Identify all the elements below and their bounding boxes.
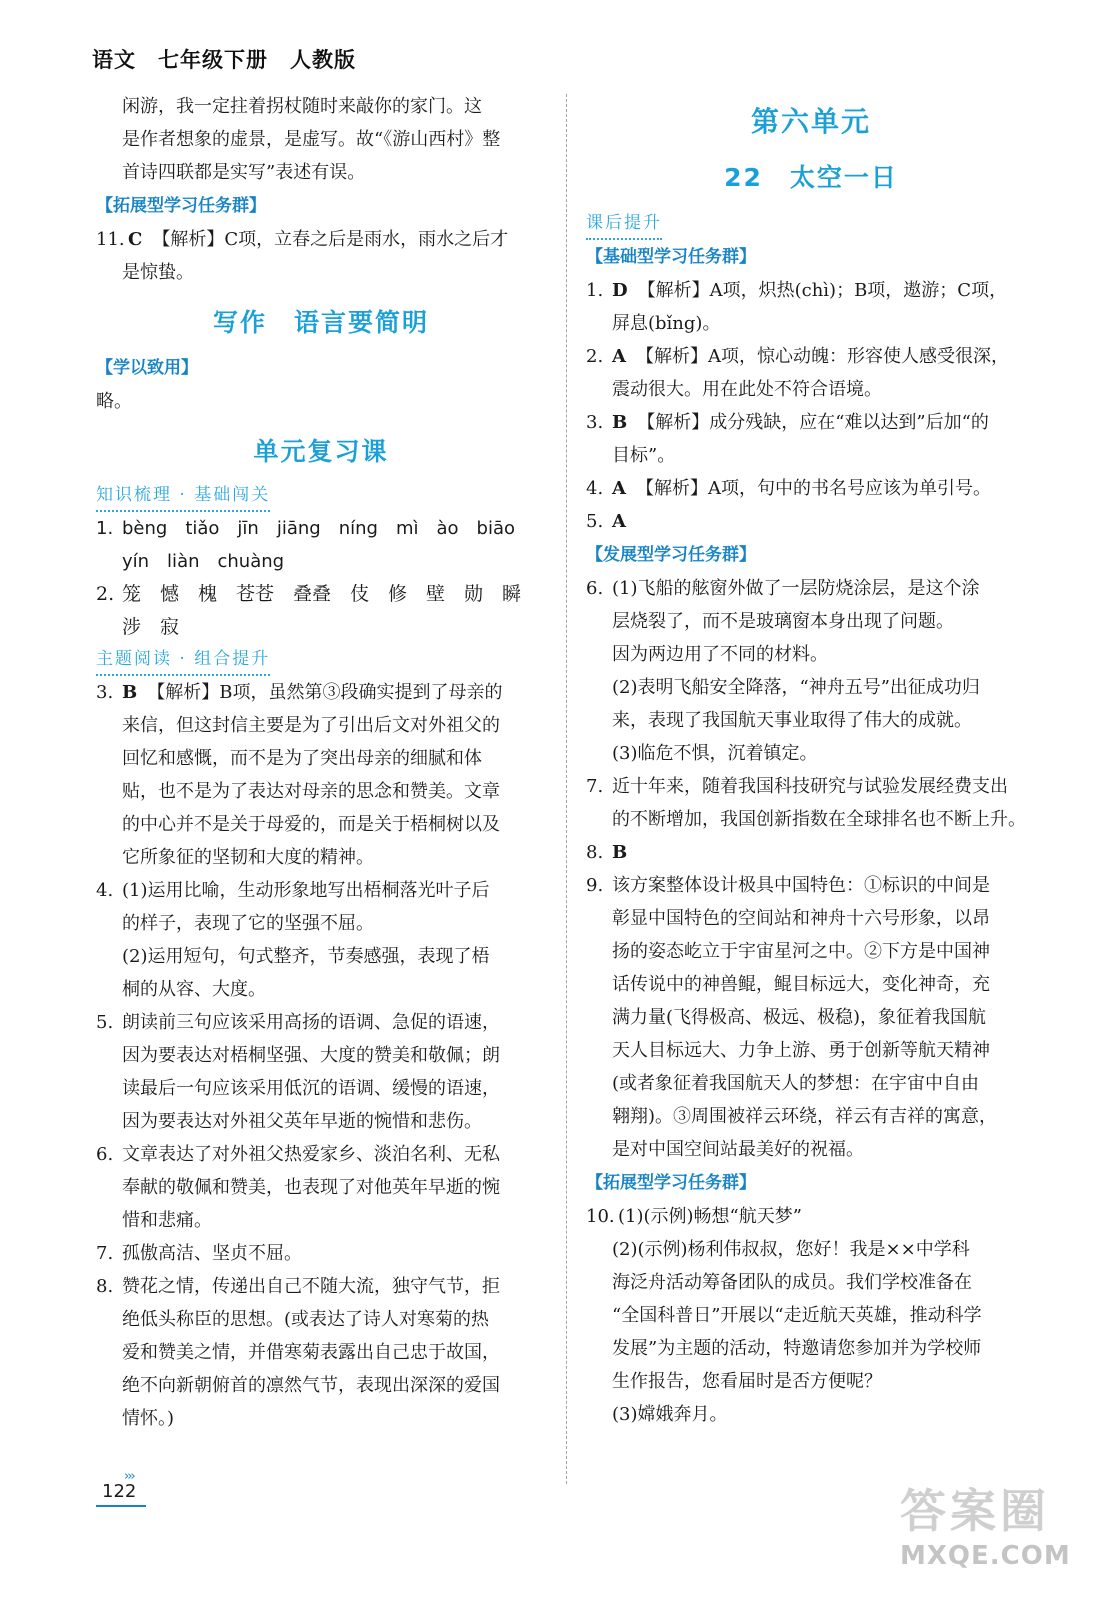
item-number: 1. [96, 518, 114, 539]
watermark [900, 1475, 1070, 1590]
answer-line: (2)运用短句，句式整齐，节奏感强，表现了梧 [122, 946, 490, 967]
answer-item [586, 770, 1036, 803]
answer-item [96, 545, 546, 578]
answer-choice: D [612, 280, 628, 301]
item-text: 赞花之情，传递出自己不随大流，独守气节，拒 [122, 1276, 500, 1297]
answer-item [96, 223, 546, 256]
section-title: 单元复习课 [253, 437, 389, 466]
page-arrows-icon: ››› [124, 1469, 134, 1484]
item-number: 7. [96, 1243, 114, 1264]
column-divider [566, 94, 567, 1484]
item-number: 6. [586, 578, 604, 599]
running-header: 语文 七年级下册 人教版 [92, 48, 356, 72]
subsection-heading [96, 480, 546, 512]
answer-line: 读最后一句应该采用低沉的语调、缓慢的语速， [122, 1078, 500, 1099]
item-text: (1)飞船的舷窗外做了一层防烧涂层，是这个涂 [612, 578, 980, 599]
answer-line: (或者象征着我国航天人的梦想：在宇宙中自由 [612, 1073, 980, 1094]
answer-line: 因为两边用了不同的材料。 [612, 644, 828, 665]
answer-line: 是作者想象的虚景，是虚写。故“《游山西村》整 [122, 129, 501, 150]
lesson-title: 22 太空一日 [724, 163, 898, 192]
answer-line: 爱和赞美之情，并借寒菊表露出自己忠于故国， [122, 1342, 500, 1363]
answer-item [96, 512, 546, 545]
answer-line: 绝低头称臣的思想。(或表达了诗人对寒菊的热 [122, 1309, 490, 1330]
section-tag: 【拓展型学习任务群】 [586, 1173, 756, 1193]
answer-line: 翱翔)。③周围被祥云环绕，祥云有吉祥的寓意， [612, 1106, 998, 1127]
subsection-label: 主题阅读 · 组合提升 [96, 644, 270, 676]
answer-line: 层烧裂了，而不是玻璃窗本身出现了问题。 [612, 611, 954, 632]
item-text: 【解析】成分残缺，应在“难以达到”后加“的 [637, 412, 989, 433]
section-tag: 【拓展型学习任务群】 [96, 196, 266, 216]
answer-line: 因为要表达对梧桐坚强、大度的赞美和敬佩；朗 [122, 1045, 500, 1066]
answer-line: (2)表明飞船安全降落，“神舟五号”出征成功归 [612, 677, 980, 698]
answer-item [96, 1138, 546, 1171]
item-number: 5. [586, 511, 604, 532]
answer-line: 略。 [96, 391, 132, 412]
right-column [586, 90, 1036, 1431]
subsection-heading [96, 644, 546, 676]
answer-choice: B [122, 682, 138, 703]
item-number: 11. [96, 229, 125, 250]
answer-item [96, 874, 546, 907]
subsection-label: 课后提升 [586, 208, 662, 240]
answer-line: 生作报告，您看届时是否方便呢？ [612, 1371, 882, 1392]
answer-line: 扬的姿态屹立于宇宙星河之中。②下方是中国神 [612, 941, 990, 962]
item-number: 8. [586, 842, 604, 863]
answer-line: 桐的从容、大度。 [122, 979, 266, 1000]
answer-item [96, 578, 546, 611]
answer-line: 贴，也不是为了表达对母亲的思念和赞美。文章 [122, 781, 500, 802]
item-number: 4. [96, 880, 114, 901]
item-number: 3. [96, 682, 114, 703]
answer-line: 闲游，我一定拄着拐杖随时来敲你的家门。这 [122, 96, 482, 117]
item-text: 孤傲高洁、坚贞不屈。 [122, 1243, 302, 1264]
answer-line: 的不断增加，我国创新指数在全球排名也不断上升。 [612, 809, 1026, 830]
answer-line: 屏息(bǐng)。 [612, 313, 721, 334]
answer-line: 来信，但这封信主要是为了引出后文对外祖父的 [122, 715, 500, 736]
answer-line: “全国科普日”开展以“走近航天英雄，推动科学 [612, 1305, 982, 1326]
answer-line: 绝不向新朝俯首的凛然气节，表现出深深的爱国 [122, 1375, 500, 1396]
answer-line: 满力量(飞得极高、极远、极稳)，象征着我国航 [612, 1007, 987, 1028]
answer-line: 首诗四联都是实写”表述有误。 [122, 162, 366, 183]
answer-item [586, 869, 1036, 902]
item-text: bèng tiǎo jīn jiāng níng mì ào biāo [122, 518, 516, 539]
section-tag: 【发展型学习任务群】 [586, 545, 756, 565]
subsection-heading [586, 208, 1036, 240]
answer-line: 发展”为主题的活动，特邀请您参加并为学校师 [612, 1338, 982, 1359]
page-number [96, 1469, 146, 1507]
answer-line: 震动很大。用在此处不符合语境。 [612, 379, 882, 400]
answer-line: 因为要表达对外祖父英年早逝的惋惜和悲伤。 [122, 1111, 482, 1132]
answer-line: 回忆和感慨，而不是为了突出母亲的细腻和体 [122, 748, 482, 769]
item-number: 2. [96, 583, 115, 605]
item-number: 2. [586, 346, 604, 367]
item-text: yín liàn chuàng [122, 551, 285, 572]
item-number: 6. [96, 1144, 114, 1165]
item-text: 【解析】B项，虽然第③段确实提到了母亲的 [147, 682, 503, 703]
answer-item [96, 1237, 546, 1270]
answer-line: 话传说中的神兽鲲，鲲目标远大，变化神奇，充 [612, 974, 990, 995]
item-text: 【解析】C项，立春之后是雨水，雨水之后才 [152, 229, 509, 250]
page-number-text: 122 [102, 1481, 137, 1502]
answer-line: 的中心并不是关于母爱的，而是关于梧桐树以及 [122, 814, 500, 835]
answer-item [586, 274, 1036, 307]
unit-title: 第六单元 [750, 105, 871, 138]
answer-line: 它所象征的坚韧和大度的精神。 [122, 847, 374, 868]
answer-line: 是惊蛰。 [122, 262, 194, 283]
answer-line: 奉献的敬佩和赞美，也表现了对他英年早逝的惋 [122, 1177, 500, 1198]
item-text: 涉 寂 [122, 616, 180, 638]
answer-choice: A [612, 346, 626, 367]
answer-choice: B [612, 412, 628, 433]
answer-line: 的样子，表现了它的坚强不屈。 [122, 913, 374, 934]
item-text: 文章表达了对外祖父热爱家乡、淡泊名利、无私 [122, 1144, 500, 1165]
item-text: 【解析】A项，句中的书名号应该为单引号。 [635, 478, 991, 499]
section-tag: 【学以致用】 [96, 358, 198, 378]
answer-line: (2)(示例)杨利伟叔叔，您好！我是××中学科 [612, 1239, 970, 1260]
answer-item [586, 572, 1036, 605]
watermark-site: MXQE.COM [900, 1541, 1071, 1571]
answer-item [96, 676, 546, 709]
answer-choice: B [612, 842, 628, 863]
left-column [96, 90, 546, 1435]
item-text: (1)运用比喻，生动形象地写出梧桐落光叶子后 [122, 880, 490, 901]
answer-line: (3)嫦娥奔月。 [612, 1404, 728, 1425]
item-number: 7. [586, 776, 604, 797]
item-text: 笼 憾 槐 苍苍 叠叠 伎 修 壁 勋 瞬 [122, 583, 522, 605]
section-title: 写作 语言要简明 [212, 308, 429, 337]
item-number: 5. [96, 1012, 114, 1033]
answer-item [586, 406, 1036, 439]
answer-line: 彰显中国特色的空间站和神舟十六号形象，以昂 [612, 908, 990, 929]
answer-line: 情怀。) [122, 1408, 175, 1429]
answer-line: (3)临危不惧，沉着镇定。 [612, 743, 818, 764]
item-number: 4. [586, 478, 604, 499]
watermark-chars: 答案圈 [900, 1484, 1050, 1538]
item-text: 【解析】A项，炽热(chì)；B项，遨游；C项， [637, 280, 1008, 301]
answer-line: 天人目标远大、力争上游、勇于创新等航天精神 [612, 1040, 990, 1061]
answer-item [586, 1200, 1036, 1233]
answer-choice: A [612, 478, 626, 499]
item-number: 9. [586, 875, 604, 896]
item-number: 1. [586, 280, 604, 301]
item-text: 该方案整体设计极具中国特色：①标识的中间是 [612, 875, 990, 896]
section-tag: 【基础型学习任务群】 [586, 247, 756, 267]
item-text: 【解析】A项，惊心动魄：形容使人感受很深， [635, 346, 1009, 367]
item-text: 朗读前三句应该采用高扬的语调、急促的语速， [122, 1012, 500, 1033]
answer-line: 惜和悲痛。 [122, 1210, 212, 1231]
answer-line: 目标”。 [612, 445, 676, 466]
item-number: 10. [586, 1206, 615, 1227]
item-text: (1)(示例)畅想“航天梦” [618, 1206, 802, 1227]
answer-line: 来，表现了我国航天事业取得了伟大的成就。 [612, 710, 972, 731]
answer-line: 海泛舟活动筹备团队的成员。我们学校准备在 [612, 1272, 972, 1293]
answer-choice: A [612, 511, 626, 532]
item-text: 近十年来，随着我国科技研究与试验发展经费支出 [612, 776, 1008, 797]
answer-choice: C [128, 229, 143, 250]
answer-item [586, 472, 1036, 505]
item-number: 8. [96, 1276, 114, 1297]
answer-item [586, 505, 1036, 538]
answer-item [586, 836, 1036, 869]
answer-item [96, 1270, 546, 1303]
answer-item [96, 611, 546, 644]
answer-item [586, 340, 1036, 373]
subsection-label: 知识梳理 · 基础闯关 [96, 480, 270, 512]
answer-line: 是对中国空间站最美好的祝福。 [612, 1139, 864, 1160]
answer-item [96, 1006, 546, 1039]
item-number: 3. [586, 412, 604, 433]
